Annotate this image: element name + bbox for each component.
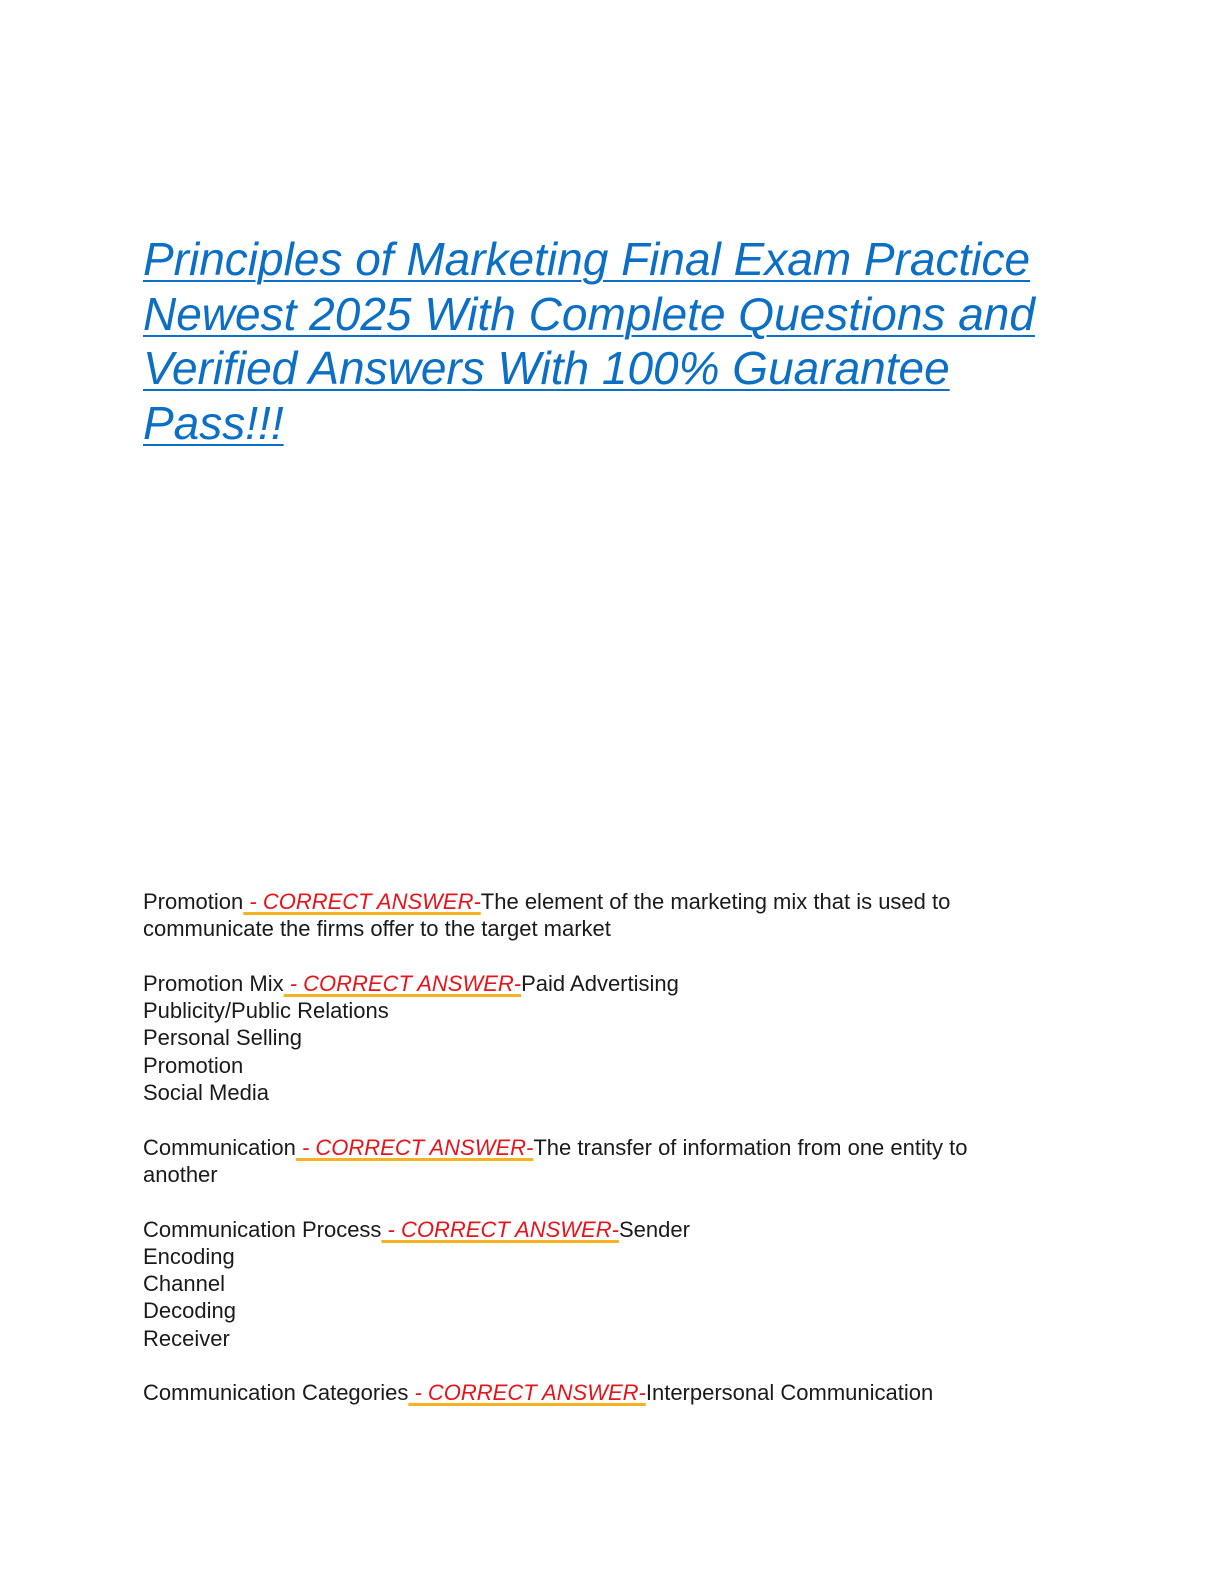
qa-answer-text: The transfer of information from one entity to: [533, 1134, 968, 1160]
qa-term: Communication Categories: [143, 1380, 409, 1406]
qa-term: Promotion: [143, 889, 244, 914]
qa-first-line: [143, 1216, 1083, 1243]
question-answer-list: [143, 888, 1083, 1434]
qa-entry: [143, 970, 1083, 1106]
qa-entry: [143, 888, 1083, 943]
qa-answer-text: Paid Advertising: [521, 970, 679, 996]
qa-answer-line: Decoding: [143, 1298, 236, 1324]
qa-answer-text: The element of the marketing mix that is used to: [480, 889, 951, 914]
qa-term: Communication: [143, 1134, 296, 1160]
title-line: Newest 2025 With Complete Questions and: [143, 287, 1035, 340]
qa-answer-line: Publicity/Public Relations: [143, 998, 389, 1024]
correct-answer-marker: - CORRECT ANSWER-: [408, 1380, 646, 1406]
qa-first-line: [143, 888, 1083, 915]
qa-first-line: [143, 970, 1083, 997]
title-line: Verified Answers With 100% Guarantee: [143, 342, 950, 394]
qa-answer-line: Channel: [143, 1271, 225, 1297]
qa-answer-line: Promotion: [143, 1052, 244, 1078]
qa-answer-line: another: [143, 1161, 218, 1187]
qa-term: Promotion Mix: [143, 970, 284, 996]
qa-entry: [143, 1134, 1083, 1189]
qa-term: Communication Process: [143, 1216, 382, 1242]
qa-answer-line: Receiver: [143, 1325, 230, 1351]
correct-answer-marker: - CORRECT ANSWER-: [283, 970, 522, 996]
correct-answer-marker: - CORRECT ANSWER-: [295, 1134, 534, 1160]
qa-entry: [143, 1379, 1083, 1406]
title-line: Pass!!!: [143, 396, 284, 449]
qa-answer-line: Personal Selling: [143, 1025, 302, 1051]
qa-answer-text: Sender: [618, 1216, 690, 1242]
correct-answer-marker: - CORRECT ANSWER-: [243, 889, 481, 914]
qa-answer-line: communicate the firms offer to the target market: [143, 916, 611, 942]
document-title: [143, 232, 1103, 450]
qa-answer-text: Interpersonal Communication: [645, 1380, 934, 1406]
correct-answer-marker: - CORRECT ANSWER-: [381, 1216, 619, 1242]
qa-answer-line: Encoding: [143, 1243, 235, 1269]
qa-entry: [143, 1216, 1083, 1352]
qa-first-line: [143, 1134, 1083, 1161]
qa-answer-line: Social Media: [143, 1080, 269, 1106]
title-line: Principles of Marketing Final Exam Practice: [143, 233, 1031, 285]
qa-first-line: [143, 1379, 1083, 1406]
